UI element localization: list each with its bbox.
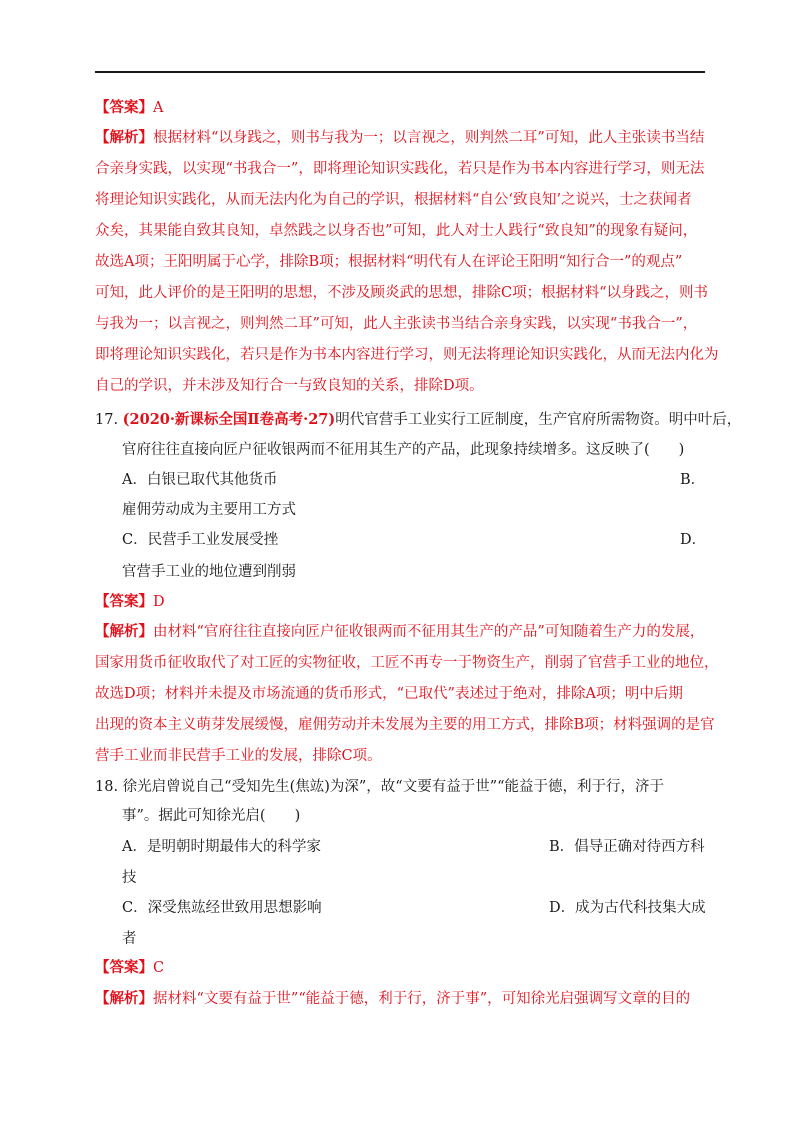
q18-option-d-wrap: 者 bbox=[122, 931, 137, 947]
q18-analysis-line: 【解析】据材料“文要有益于世”“能益于德，利于行，济于事”，可知徐光启强调写文章的目的 bbox=[95, 990, 691, 1007]
q18-option-b-wrap: 技 bbox=[122, 870, 137, 886]
q16-analysis-line: 与我为一；以言视之，则判然二耳”可知，此人主张读书当结合亲身实践，以实现“书我合一”， bbox=[95, 316, 698, 332]
q17-stem: 17. (2020·新课标全国Ⅱ卷高考·27)明代官营手工业实行工匠制度，生产官府所需物资。明中叶后， bbox=[95, 411, 742, 428]
q17-analysis-line: 出现的资本主义萌芽发展缓慢，雇佣劳动并未发展为主要的用工方式，排除B项；材料强调的是官 bbox=[95, 717, 715, 733]
q18-answer: 【答案】C bbox=[95, 959, 165, 976]
q17-analysis-line: 营手工业而非民营手工业的发展，排除C项。 bbox=[95, 748, 382, 764]
q17-analysis-line: 国家用货币征收取代了对工匠的实物征收，工匠不再专一于物资生产，削弱了官营手工业的地位， bbox=[95, 655, 719, 671]
q16-analysis-line: 故选A项；王阳明属于心学，排除B项；根据材料“明代有人在评论王阳明“知行合一”的观点” bbox=[95, 254, 683, 270]
header-rule bbox=[95, 71, 705, 73]
q17-answer: 【答案】D bbox=[95, 593, 165, 610]
q16-analysis-line: 合亲身实践，以实现“书我合一”，即将理论知识实践化，若只是作为书本内容进行学习，则无法 bbox=[95, 161, 705, 177]
q16-analysis-line: 【解析】根据材料“以身践之，则书与我为一；以言视之，则判然二耳”可知，此人主张读书当结 bbox=[95, 129, 705, 146]
q17-analysis-line: 【解析】由材料“官府往往直接向匠户征收银两而不征用其生产的产品”可知随着生产力的发展， bbox=[95, 623, 705, 640]
q16-analysis-line: 可知，此人评价的是王阳明的思想，不涉及顾炎武的思想，排除C项；根据材料“以身践之，则书 bbox=[95, 285, 709, 301]
q17-stem-line2: 官府往往直接向匠户征收银两而不征用其生产的产品，此现象持续增多。这反映了( ) bbox=[122, 442, 685, 458]
q16-analysis-line: 将理论知识实践化，从而无法内化为自己的学识，根据材料“自公‘致良知’之说兴，士之获闻者 bbox=[95, 192, 692, 208]
q17-analysis-line: 故选D项；材料并未提及市场流通的货币形式，“已取代”表述过于绝对，排除A项；明中后期 bbox=[95, 686, 683, 702]
q18-option-b: B．倡导正确对待西方科 bbox=[549, 839, 705, 855]
q17-option-b-letter: B． bbox=[680, 472, 706, 488]
q17-source: (2020·新课标全国Ⅱ卷高考·27) bbox=[122, 411, 336, 428]
q18-stem: 18. 徐光启曾说自己“受知先生(焦竑)为深”，故“文要有益于世”“能益于德，利于行，济于 bbox=[95, 779, 665, 795]
q18-stem-line2: 事”。据此可知徐光启( ) bbox=[122, 808, 301, 824]
q16-analysis-line: 即将理论知识实践化，若只是作为书本内容进行学习，则无法将理论知识实践化，从而无法内化为 bbox=[95, 347, 719, 363]
q17-option-b-text: 雇佣劳动成为主要用工方式 bbox=[122, 502, 296, 518]
q17-option-d-text: 官营手工业的地位遭到削弱 bbox=[122, 564, 296, 580]
q17-option-d-letter: D． bbox=[680, 532, 707, 548]
q17-option-c: C．民营手工业发展受挫 bbox=[122, 532, 279, 548]
q16-analysis-line: 自己的学识，并未涉及知行合一与致良知的关系，排除D项。 bbox=[95, 378, 484, 394]
q17-option-a: A．白银已取代其他货币 bbox=[122, 472, 278, 488]
q16-analysis-line: 众矣，其果能自致其良知，卓然践之以身否也”可知，此人对士人践行“致良知”的现象有疑问， bbox=[95, 223, 698, 239]
q16-answer: 【答案】A bbox=[95, 99, 164, 116]
q18-option-d: D．成为古代科技集大成 bbox=[549, 900, 706, 916]
q18-option-a: A．是明朝时期最伟大的科学家 bbox=[122, 839, 321, 855]
q18-option-c: C．深受焦竑经世致用思想影响 bbox=[122, 900, 322, 916]
